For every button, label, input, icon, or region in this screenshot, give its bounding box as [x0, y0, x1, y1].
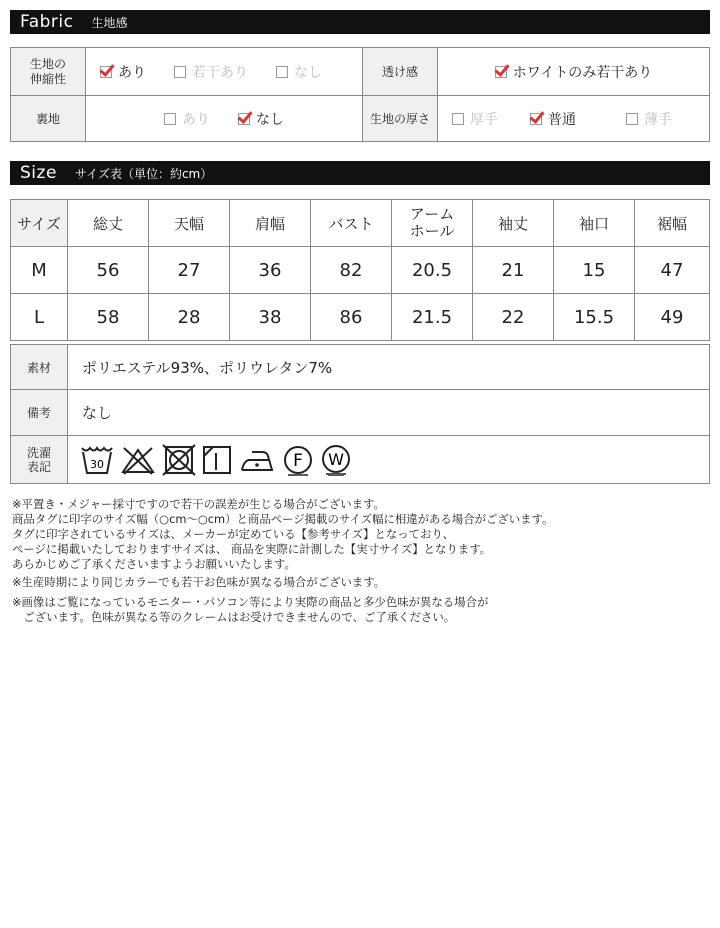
size-cell: 15.5: [554, 294, 635, 341]
option-label: なし: [256, 111, 284, 128]
remarks-value: なし: [68, 390, 710, 436]
option-label: ホワイトのみ若干あり: [512, 64, 653, 81]
table-row: [11, 294, 710, 341]
note-line: タグに印字されているサイズは、メーカーが定めている【参考サイズ】となっており、: [12, 527, 455, 541]
size-cell: 49: [635, 294, 710, 341]
size-name: M: [11, 247, 68, 294]
size-col-header: 裾幅: [635, 200, 710, 247]
note-line: ※平置き・メジャー採寸ですので若干の誤差が生じる場合がございます。: [12, 497, 385, 511]
size-cell: 58: [68, 294, 149, 341]
size-cell: 36: [230, 247, 311, 294]
option-sheer-white: [495, 62, 653, 82]
fabric-table: [10, 47, 710, 142]
option-stretch-slight: [174, 62, 248, 82]
size-cell: 21.5: [392, 294, 473, 341]
material-value: ポリエステル93%、ポリウレタン7%: [68, 345, 710, 390]
size-cell: 20.5: [392, 247, 473, 294]
size-col-header: 天幅: [149, 200, 230, 247]
option-lining-no: [238, 109, 284, 129]
checkbox-empty-icon: [174, 66, 186, 78]
wet-clean-letter: W: [328, 449, 344, 469]
size-cell: 56: [68, 247, 149, 294]
checkbox-empty-icon: [452, 113, 464, 125]
size-title-en: Size: [20, 163, 57, 183]
note-line: あらかじめご了承くださいますようお願いいたします。: [12, 557, 296, 571]
option-label: あり: [118, 64, 146, 81]
size-cell: 82: [311, 247, 392, 294]
checkbox-empty-icon: [276, 66, 288, 78]
size-cell: 27: [149, 247, 230, 294]
checkbox-checked-icon: [495, 66, 507, 78]
thickness-label: 生地の厚さ: [363, 96, 438, 142]
checkbox-checked-icon: [530, 113, 542, 125]
wash-30-icon: [80, 444, 114, 476]
checkbox-checked-icon: [238, 113, 250, 125]
note-line: ※画像はご覧になっているモニター・パソコン等により実際の商品と多少色味が異なる場合が: [12, 595, 489, 609]
sheer-options: [438, 48, 710, 96]
wash-temp: 30: [90, 457, 104, 471]
size-col-header: 肩幅: [230, 200, 311, 247]
size-col-header: アーム ホール: [392, 200, 473, 247]
care-icons: [68, 436, 710, 484]
option-label: 普通: [548, 111, 576, 128]
note-line: ございます。色味が異なる等のクレームはお受けできませんので、ご了承ください。: [12, 610, 456, 624]
fabric-header: [10, 10, 710, 34]
size-cell: 15: [554, 247, 635, 294]
option-thick: [452, 109, 498, 129]
option-thin: [626, 109, 672, 129]
size-header-row: [11, 200, 710, 247]
option-label: 薄手: [644, 111, 672, 128]
option-stretch-none: [276, 62, 322, 82]
material-label: 素材: [11, 345, 68, 390]
size-col-header: サイズ: [11, 200, 68, 247]
note-line: ページに掲載いたしておりますサイズは、 商品を実際に計測した【実寸サイズ】となります。: [12, 542, 492, 556]
lining-options: [86, 96, 363, 142]
iron-low-icon: [238, 444, 276, 476]
checkbox-empty-icon: [164, 113, 176, 125]
note-line: 商品タグに印字のサイズ幅（○cm〜○cm）と商品ページ掲載のサイズ幅に相違がある場合がございます。: [12, 512, 554, 526]
size-table: [10, 199, 710, 341]
care-label: 洗濯 表記: [11, 436, 68, 484]
info-table: [10, 344, 710, 484]
dry-clean-f-icon: [282, 444, 314, 476]
checkbox-empty-icon: [626, 113, 638, 125]
option-normal: [530, 109, 576, 129]
size-col-header: バスト: [311, 200, 392, 247]
size-header: [10, 161, 710, 185]
table-row: [11, 247, 710, 294]
size-cell: 28: [149, 294, 230, 341]
line-dry-shade-icon: [202, 444, 232, 476]
notes: [12, 497, 712, 625]
option-stretch-yes: [100, 62, 146, 82]
lining-label: 裏地: [11, 96, 86, 142]
wet-clean-w-icon: [320, 444, 352, 476]
option-label: 厚手: [470, 111, 498, 128]
no-tumble-dry-icon: [162, 444, 196, 476]
no-bleach-icon: [120, 444, 156, 476]
option-label: あり: [182, 111, 210, 128]
dry-clean-letter: F: [293, 450, 303, 471]
option-label: なし: [294, 64, 322, 81]
stretch-options: [86, 48, 363, 96]
checkbox-checked-icon: [100, 66, 112, 78]
remarks-label: 備考: [11, 390, 68, 436]
size-col-header: 総丈: [68, 200, 149, 247]
note-line: ※生産時期により同じカラーでも若干お色味が異なる場合がございます。: [12, 575, 386, 589]
size-name: L: [11, 294, 68, 341]
fabric-title-en: Fabric: [20, 12, 74, 32]
thickness-options: [438, 96, 710, 142]
size-cell: 21: [473, 247, 554, 294]
stretch-label: 生地の 伸縮性: [11, 48, 86, 96]
fabric-title-jp: 生地感: [91, 15, 128, 30]
size-cell: 38: [230, 294, 311, 341]
option-label: 若干あり: [192, 64, 248, 81]
size-cell: 22: [473, 294, 554, 341]
option-lining-yes: [164, 109, 210, 129]
sheer-label: 透け感: [363, 48, 438, 96]
size-col-header: 袖丈: [473, 200, 554, 247]
size-col-header: 袖口: [554, 200, 635, 247]
size-cell: 86: [311, 294, 392, 341]
size-cell: 47: [635, 247, 710, 294]
size-title-jp: サイズ表（単位：約cm）: [74, 166, 213, 181]
